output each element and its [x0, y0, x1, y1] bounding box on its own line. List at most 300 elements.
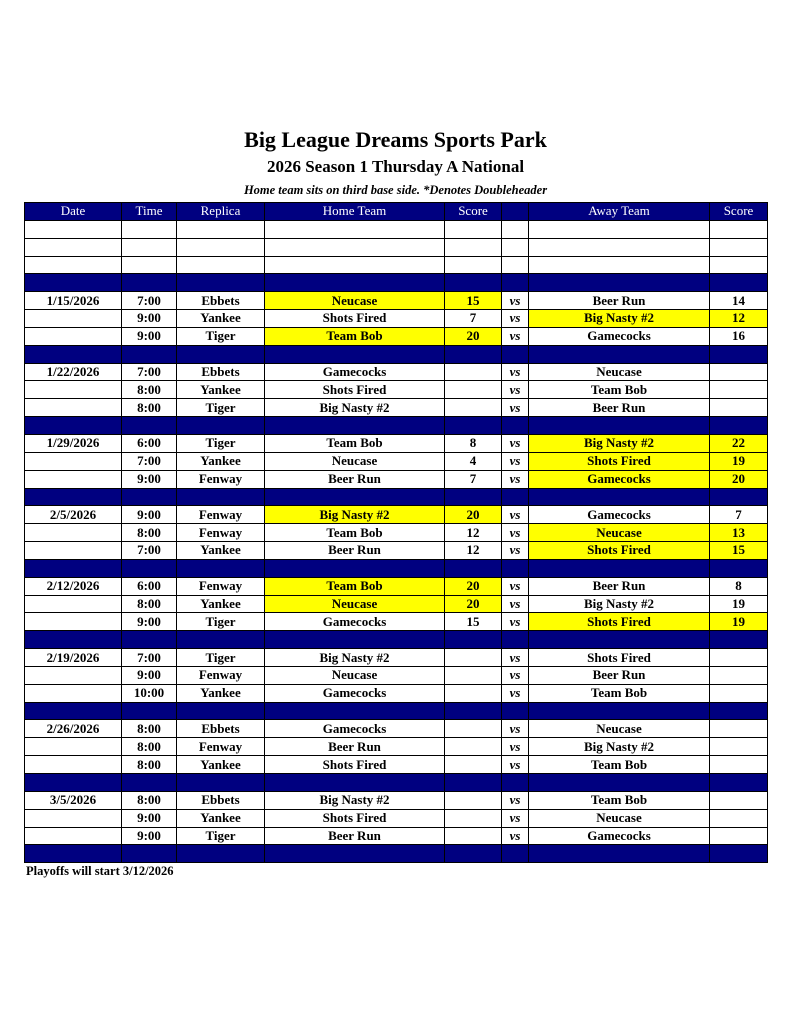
vs-label: vs [502, 470, 529, 488]
away-score: 19 [710, 595, 768, 613]
away-score [710, 363, 768, 381]
week-separator-cell [502, 345, 529, 363]
game-time: 6:00 [122, 577, 177, 595]
home-score [445, 684, 502, 702]
week-separator-cell [502, 559, 529, 577]
game-time: 9:00 [122, 506, 177, 524]
game-replica: Fenway [177, 470, 265, 488]
away-score [710, 827, 768, 845]
week-separator-cell [265, 345, 445, 363]
vs-label: vs [502, 666, 529, 684]
home-score: 7 [445, 310, 502, 328]
week-separator-cell [710, 631, 768, 649]
week-separator-cell [445, 631, 502, 649]
away-team: Gamecocks [529, 327, 710, 345]
game-replica: Tiger [177, 613, 265, 631]
game-time: 9:00 [122, 666, 177, 684]
game-row [25, 613, 768, 631]
page-title: Big League Dreams Sports Park [244, 127, 547, 152]
game-replica: Yankee [177, 452, 265, 470]
home-team: Neucase [265, 595, 445, 613]
game-row [25, 684, 768, 702]
home-team: Shots Fired [265, 756, 445, 774]
game-date [25, 381, 122, 399]
game-time: 6:00 [122, 434, 177, 452]
away-team: Team Bob [529, 684, 710, 702]
away-score [710, 809, 768, 827]
vs-label: vs [502, 791, 529, 809]
game-replica: Tiger [177, 327, 265, 345]
blank-row-cell [529, 220, 710, 238]
week-separator-cell [529, 774, 710, 792]
game-replica: Fenway [177, 577, 265, 595]
week-separator-cell [710, 702, 768, 720]
vs-label: vs [502, 649, 529, 667]
blank-row-cell [710, 238, 768, 256]
away-score: 22 [710, 434, 768, 452]
game-date [25, 524, 122, 542]
week-separator-cell [25, 774, 122, 792]
week-separator-cell [502, 274, 529, 292]
week-separator-cell [25, 631, 122, 649]
home-team: Shots Fired [265, 310, 445, 328]
game-date [25, 327, 122, 345]
away-score: 7 [710, 506, 768, 524]
game-date: 2/12/2026 [25, 577, 122, 595]
game-row [25, 595, 768, 613]
week-separator-cell [265, 417, 445, 435]
game-replica: Ebbets [177, 791, 265, 809]
home-team: Big Nasty #2 [265, 791, 445, 809]
away-score [710, 666, 768, 684]
home-score [445, 809, 502, 827]
week-separator-cell [177, 774, 265, 792]
home-team: Beer Run [265, 738, 445, 756]
game-replica: Tiger [177, 434, 265, 452]
week-separator-cell [25, 417, 122, 435]
game-time: 8:00 [122, 595, 177, 613]
away-score: 19 [710, 452, 768, 470]
week-separator-cell [177, 631, 265, 649]
away-team: Beer Run [529, 399, 710, 417]
vs-label: vs [502, 542, 529, 560]
home-team: Beer Run [265, 542, 445, 560]
blank-row-cell [122, 220, 177, 238]
away-team: Team Bob [529, 756, 710, 774]
away-score: 15 [710, 542, 768, 560]
week-separator-cell [445, 417, 502, 435]
game-row [25, 292, 768, 310]
away-score [710, 684, 768, 702]
game-time: 8:00 [122, 399, 177, 417]
blank-row-cell [122, 238, 177, 256]
away-score [710, 791, 768, 809]
game-row [25, 399, 768, 417]
blank-row-cell [502, 238, 529, 256]
blank-row-cell [177, 238, 265, 256]
week-separator-cell [265, 559, 445, 577]
week-separator-cell [265, 702, 445, 720]
home-team: Shots Fired [265, 381, 445, 399]
game-time: 8:00 [122, 738, 177, 756]
game-time: 7:00 [122, 542, 177, 560]
vs-label: vs [502, 684, 529, 702]
game-date [25, 666, 122, 684]
game-replica: Tiger [177, 399, 265, 417]
game-replica: Ebbets [177, 363, 265, 381]
blank-row-cell [25, 256, 122, 274]
week-separator-cell [25, 345, 122, 363]
away-team: Beer Run [529, 577, 710, 595]
week-separator-cell [122, 774, 177, 792]
week-separator-cell [177, 345, 265, 363]
week-separator-cell [177, 417, 265, 435]
home-team: Team Bob [265, 577, 445, 595]
week-separator-cell [502, 845, 529, 863]
vs-label: vs [502, 327, 529, 345]
game-time: 9:00 [122, 327, 177, 345]
home-team: Gamecocks [265, 363, 445, 381]
away-team: Neucase [529, 524, 710, 542]
week-separator-cell [25, 845, 122, 863]
home-score [445, 666, 502, 684]
game-time: 8:00 [122, 381, 177, 399]
week-separator-cell [502, 702, 529, 720]
week-separator [25, 417, 768, 435]
home-team: Big Nasty #2 [265, 506, 445, 524]
away-team: Shots Fired [529, 649, 710, 667]
game-time: 7:00 [122, 649, 177, 667]
blank-row-cell [122, 256, 177, 274]
away-score: 19 [710, 613, 768, 631]
game-row [25, 756, 768, 774]
week-separator [25, 274, 768, 292]
away-score: 14 [710, 292, 768, 310]
home-score: 20 [445, 327, 502, 345]
week-separator-cell [265, 845, 445, 863]
week-separator-cell [445, 774, 502, 792]
game-date [25, 613, 122, 631]
home-score [445, 791, 502, 809]
vs-label: vs [502, 595, 529, 613]
week-separator-cell [25, 559, 122, 577]
week-separator-cell [122, 345, 177, 363]
header-away-score: Score [710, 203, 768, 221]
home-team: Team Bob [265, 524, 445, 542]
week-separator-cell [177, 702, 265, 720]
vs-label: vs [502, 310, 529, 328]
game-time: 8:00 [122, 720, 177, 738]
week-separator-cell [122, 488, 177, 506]
game-date [25, 470, 122, 488]
away-team: Neucase [529, 720, 710, 738]
week-separator-cell [122, 559, 177, 577]
week-separator-cell [502, 774, 529, 792]
week-separator-cell [710, 345, 768, 363]
week-separator-cell [529, 417, 710, 435]
week-separator-cell [710, 488, 768, 506]
blank-row-cell [710, 220, 768, 238]
away-score [710, 738, 768, 756]
home-score: 4 [445, 452, 502, 470]
vs-label: vs [502, 363, 529, 381]
away-score [710, 756, 768, 774]
week-separator-cell [502, 417, 529, 435]
vs-label: vs [502, 809, 529, 827]
game-row [25, 506, 768, 524]
game-time: 9:00 [122, 809, 177, 827]
header-time: Time [122, 203, 177, 221]
vs-label: vs [502, 827, 529, 845]
vs-label: vs [502, 738, 529, 756]
away-score: 12 [710, 310, 768, 328]
game-date: 1/15/2026 [25, 292, 122, 310]
blank-row [25, 220, 768, 238]
blank-row-cell [445, 256, 502, 274]
week-separator-cell [177, 845, 265, 863]
home-team: Gamecocks [265, 720, 445, 738]
home-team: Team Bob [265, 434, 445, 452]
home-score: 20 [445, 577, 502, 595]
away-team: Shots Fired [529, 613, 710, 631]
week-separator-cell [529, 274, 710, 292]
blank-row-cell [177, 256, 265, 274]
away-team: Gamecocks [529, 827, 710, 845]
home-score [445, 738, 502, 756]
schedule-table [24, 202, 768, 863]
game-date: 2/5/2026 [25, 506, 122, 524]
game-row [25, 666, 768, 684]
header-home-team: Home Team [265, 203, 445, 221]
vs-label: vs [502, 292, 529, 310]
week-separator-cell [265, 488, 445, 506]
week-separator-cell [529, 845, 710, 863]
game-date: 2/26/2026 [25, 720, 122, 738]
game-row [25, 809, 768, 827]
game-replica: Tiger [177, 649, 265, 667]
vs-label: vs [502, 613, 529, 631]
week-separator-cell [445, 488, 502, 506]
week-separator-cell [502, 631, 529, 649]
week-separator-cell [25, 488, 122, 506]
week-separator [25, 345, 768, 363]
home-team: Beer Run [265, 470, 445, 488]
week-separator-cell [25, 702, 122, 720]
week-separator-cell [265, 631, 445, 649]
blank-row-cell [265, 220, 445, 238]
away-team: Gamecocks [529, 470, 710, 488]
away-score: 20 [710, 470, 768, 488]
game-date [25, 756, 122, 774]
blank-row-cell [265, 256, 445, 274]
game-date [25, 310, 122, 328]
game-replica: Ebbets [177, 292, 265, 310]
blank-row-cell [445, 220, 502, 238]
game-time: 9:00 [122, 613, 177, 631]
away-team: Big Nasty #2 [529, 595, 710, 613]
week-separator-cell [177, 488, 265, 506]
away-score [710, 720, 768, 738]
week-separator [25, 559, 768, 577]
page-subtitle: 2026 Season 1 Thursday A National [266, 157, 525, 176]
week-separator [25, 702, 768, 720]
game-row [25, 827, 768, 845]
game-date [25, 399, 122, 417]
game-date [25, 452, 122, 470]
home-team: Neucase [265, 452, 445, 470]
vs-label: vs [502, 399, 529, 417]
blank-row [25, 256, 768, 274]
week-separator-cell [122, 702, 177, 720]
blank-row-cell [710, 256, 768, 274]
game-row [25, 310, 768, 328]
game-replica: Fenway [177, 666, 265, 684]
home-score: 20 [445, 595, 502, 613]
game-replica: Ebbets [177, 720, 265, 738]
schedule-body [25, 220, 768, 862]
blank-row-cell [445, 238, 502, 256]
game-row [25, 791, 768, 809]
game-replica: Yankee [177, 809, 265, 827]
game-time: 9:00 [122, 470, 177, 488]
game-date: 1/22/2026 [25, 363, 122, 381]
game-time: 7:00 [122, 452, 177, 470]
game-date [25, 684, 122, 702]
week-separator-cell [529, 702, 710, 720]
schedule-note: Home team sits on third base side. *Denotes Doubleheader [243, 183, 548, 197]
home-team: Neucase [265, 292, 445, 310]
week-separator-cell [122, 417, 177, 435]
week-separator-cell [445, 345, 502, 363]
vs-label: vs [502, 756, 529, 774]
week-separator-cell [445, 274, 502, 292]
week-separator-cell [710, 417, 768, 435]
away-team: Big Nasty #2 [529, 434, 710, 452]
away-score: 8 [710, 577, 768, 595]
away-team: Gamecocks [529, 506, 710, 524]
week-separator-cell [529, 559, 710, 577]
home-team: Big Nasty #2 [265, 399, 445, 417]
home-team: Neucase [265, 666, 445, 684]
week-separator-cell [25, 274, 122, 292]
blank-row-cell [25, 220, 122, 238]
game-date [25, 738, 122, 756]
week-separator-cell [265, 774, 445, 792]
home-score [445, 756, 502, 774]
header-home-score: Score [445, 203, 502, 221]
game-replica: Fenway [177, 524, 265, 542]
away-score [710, 649, 768, 667]
home-score: 20 [445, 506, 502, 524]
week-separator-cell [445, 845, 502, 863]
game-replica: Yankee [177, 756, 265, 774]
game-replica: Fenway [177, 506, 265, 524]
blank-row-cell [25, 238, 122, 256]
vs-label: vs [502, 720, 529, 738]
game-date: 3/5/2026 [25, 791, 122, 809]
away-score [710, 399, 768, 417]
blank-row-cell [529, 238, 710, 256]
home-score: 8 [445, 434, 502, 452]
away-team: Shots Fired [529, 542, 710, 560]
home-score: 7 [445, 470, 502, 488]
game-date [25, 809, 122, 827]
game-date [25, 595, 122, 613]
week-separator-cell [710, 274, 768, 292]
week-separator-cell [445, 559, 502, 577]
home-score [445, 399, 502, 417]
away-team: Beer Run [529, 292, 710, 310]
blank-row-cell [177, 220, 265, 238]
game-row [25, 452, 768, 470]
home-score [445, 381, 502, 399]
week-separator-cell [529, 345, 710, 363]
home-score [445, 827, 502, 845]
game-replica: Tiger [177, 827, 265, 845]
home-team: Shots Fired [265, 809, 445, 827]
header-replica: Replica [177, 203, 265, 221]
game-row [25, 363, 768, 381]
week-separator-cell [122, 274, 177, 292]
week-separator-cell [502, 488, 529, 506]
vs-label: vs [502, 577, 529, 595]
game-time: 10:00 [122, 684, 177, 702]
week-separator-cell [529, 488, 710, 506]
game-row [25, 434, 768, 452]
week-separator-cell [529, 631, 710, 649]
game-time: 9:00 [122, 827, 177, 845]
game-replica: Fenway [177, 738, 265, 756]
week-separator-cell [265, 274, 445, 292]
home-score [445, 720, 502, 738]
home-team: Gamecocks [265, 613, 445, 631]
away-team: Neucase [529, 809, 710, 827]
home-team: Gamecocks [265, 684, 445, 702]
blank-row-cell [502, 220, 529, 238]
home-score: 12 [445, 542, 502, 560]
home-score [445, 649, 502, 667]
week-separator [25, 774, 768, 792]
game-time: 8:00 [122, 791, 177, 809]
week-separator-cell [445, 702, 502, 720]
game-row [25, 738, 768, 756]
week-separator [25, 488, 768, 506]
vs-label: vs [502, 381, 529, 399]
game-time: 9:00 [122, 310, 177, 328]
game-date [25, 542, 122, 560]
week-separator-cell [177, 559, 265, 577]
game-replica: Yankee [177, 595, 265, 613]
vs-label: vs [502, 506, 529, 524]
vs-label: vs [502, 452, 529, 470]
week-separator-cell [710, 774, 768, 792]
away-team: Big Nasty #2 [529, 738, 710, 756]
blank-row [25, 238, 768, 256]
game-time: 8:00 [122, 756, 177, 774]
home-team: Beer Run [265, 827, 445, 845]
game-row [25, 577, 768, 595]
header-vs [502, 203, 529, 221]
game-row [25, 381, 768, 399]
home-score: 15 [445, 613, 502, 631]
game-time: 8:00 [122, 524, 177, 542]
game-row [25, 470, 768, 488]
week-separator-cell [122, 845, 177, 863]
week-separator [25, 845, 768, 863]
week-separator-cell [710, 559, 768, 577]
home-team: Big Nasty #2 [265, 649, 445, 667]
header-date: Date [25, 203, 122, 221]
